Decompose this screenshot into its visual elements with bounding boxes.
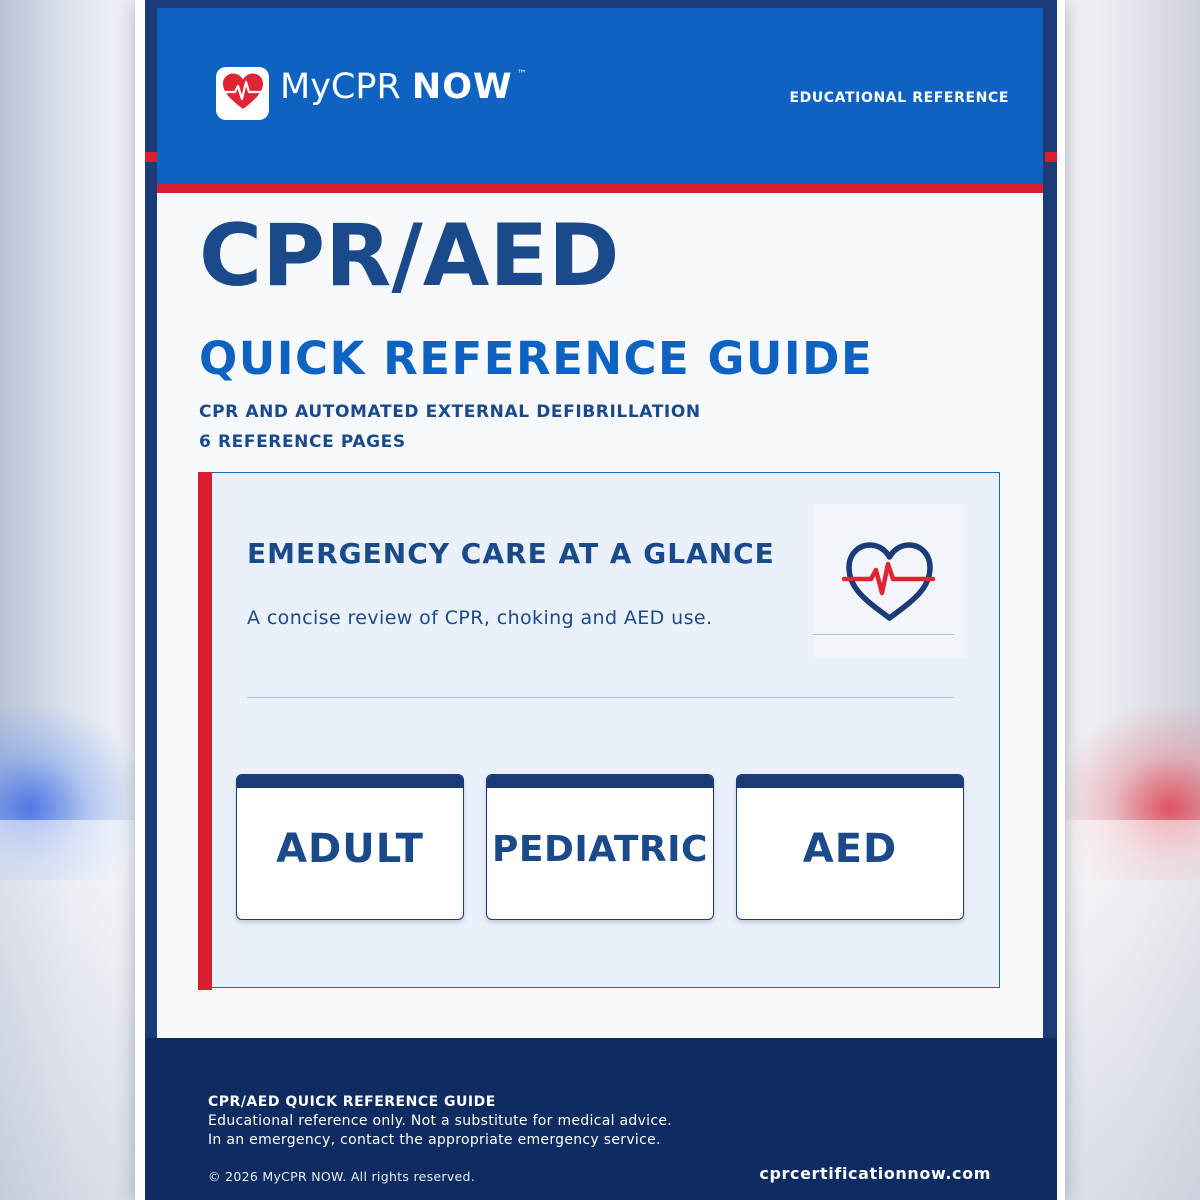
header-red-stripe [157,184,1043,193]
footer-disclaimer-1: Educational reference only. Not a substitute for medical advice. [208,1113,673,1129]
icon-divider [813,634,954,635]
panel-divider [247,697,954,698]
footer-title: CPR/AED QUICK REFERENCE GUIDE [208,1094,496,1110]
brand-name-light: MyCPR [280,67,401,107]
cover-page [157,8,1043,1038]
footer-disclaimer-2: In an emergency, contact the appropriate emergency service. [208,1132,661,1148]
tab-aed-top-bar [737,775,963,788]
brand-wordmark [280,67,527,107]
cover-footer [145,1038,1057,1200]
tab-pediatric[interactable] [486,774,714,920]
cover-header [157,8,1043,184]
tab-pediatric-label: PEDIATRIC [492,829,708,870]
header-tag: EDUCATIONAL REFERENCE [789,90,1009,106]
trademark-symbol: ™ [516,69,527,80]
cover-meta-line-2: 6 REFERENCE PAGES [199,432,406,452]
tab-pediatric-top-bar [487,775,713,788]
tab-aed-label: AED [802,826,898,872]
heart-logo-icon [221,72,265,116]
panel-heading: EMERGENCY CARE AT A GLANCE [247,537,775,570]
panel-description: A concise review of CPR, choking and AED use. [247,607,713,629]
tab-adult-label: ADULT [276,826,424,872]
frame-red-accent-left [145,152,157,162]
frame-red-accent-right [1045,152,1057,162]
footer-website-link[interactable]: cprcertificationnow.com [759,1164,991,1183]
logo-badge [216,67,269,120]
cover-title: CPR/AED [199,206,620,306]
brand-name-strong: NOW [411,67,513,107]
cover-subtitle: QUICK REFERENCE GUIDE [199,332,874,385]
panel-red-accent [198,472,212,990]
tab-aed[interactable] [736,774,964,920]
cover-meta-line-1: CPR AND AUTOMATED EXTERNAL DEFIBRILLATION [199,402,701,422]
tab-adult[interactable] [236,774,464,920]
tab-adult-top-bar [237,775,463,788]
footer-copyright: © 2026 MyCPR NOW. All rights reserved. [208,1169,476,1184]
